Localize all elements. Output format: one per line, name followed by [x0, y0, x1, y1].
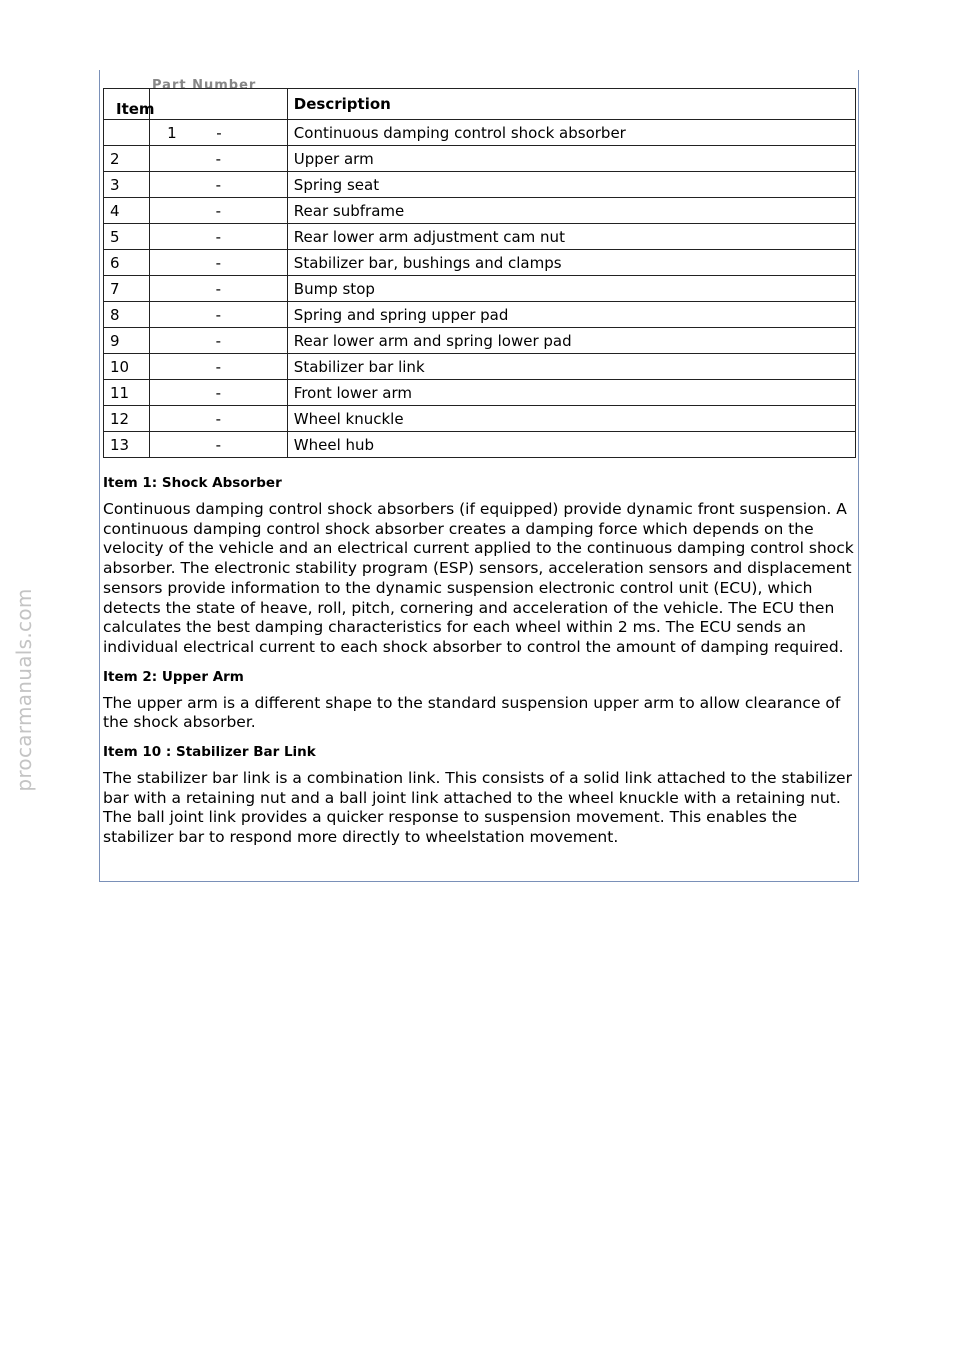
part-number: - [149, 380, 287, 406]
header-part-number [149, 89, 287, 120]
description: Spring and spring upper pad [287, 302, 855, 328]
description: Wheel hub [287, 432, 855, 458]
part-number: - [149, 224, 287, 250]
part-number: - [149, 432, 287, 458]
content [103, 474, 855, 856]
watermark [4, 570, 44, 810]
item-number: 11 [104, 380, 150, 406]
section-body: The stabilizer bar link is a combination link. This consists of a solid link attached to the stabilizer bar with a retaining nut and a ball joint link attached to the wheel knuckle with a retaining nut. The ball joint link provides a quicker response to suspension movement. This enables the stabilizer bar to respond more directly to wheelstation movement. [103, 769, 852, 847]
part-number: - [149, 302, 287, 328]
part-number: - [149, 276, 287, 302]
item-number: 8 [104, 302, 150, 328]
table-row [104, 198, 856, 224]
item-number: 1 [167, 123, 177, 142]
table-row [104, 380, 856, 406]
table-row [104, 432, 856, 458]
item-number: 3 [104, 172, 150, 198]
item-number: 13 [104, 432, 150, 458]
description: Spring seat [287, 172, 855, 198]
description: Continuous damping control shock absorber [287, 120, 855, 146]
item-number: 7 [104, 276, 150, 302]
description: Front lower arm [287, 380, 855, 406]
item-number: 6 [104, 250, 150, 276]
table-row [104, 276, 856, 302]
part-number-header: Part Number [152, 78, 257, 93]
part-number: - [149, 328, 287, 354]
table-row [104, 302, 856, 328]
description: Stabilizer bar, bushings and clamps [287, 250, 855, 276]
item-number: 12 [104, 406, 150, 432]
part-number: - [149, 250, 287, 276]
description: Wheel knuckle [287, 406, 855, 432]
section-body: Continuous damping control shock absorbers (if equipped) provide dynamic front suspension. A continuous damping control shock absorber creates a damping force which depends on the velocity of the vehicle and an electrical current applied to the continuous damping control shock absorber. The electronic stability program (ESP) sensors, acceleration sensors and displacement sensors provide information to the dynamic suspension electronic control unit (ECU), which detects the state of heave, roll, pitch, cornering and acceleration of the vehicle. The ECU then calculates the best damping characteristics for each wheel within 2 ms. The ECU sends an individual electrical current to each shock absorber to control the amount of damping required. [103, 500, 854, 656]
table-header-row [104, 89, 856, 120]
item-number: 2 [104, 146, 150, 172]
description: Stabilizer bar link [287, 354, 855, 380]
parts-table [103, 88, 856, 458]
description: Rear lower arm and spring lower pad [287, 328, 855, 354]
table-row [104, 354, 856, 380]
part-number: - [149, 354, 287, 380]
table-row [104, 120, 856, 146]
part-number: - [149, 172, 287, 198]
header-item: Item [104, 89, 150, 120]
section-heading: Item 2: Upper Arm [103, 668, 244, 685]
table-row [104, 328, 856, 354]
table-row [104, 146, 856, 172]
description: Rear lower arm adjustment cam nut [287, 224, 855, 250]
table-row [104, 224, 856, 250]
table-row [104, 172, 856, 198]
part-number: - [216, 123, 222, 142]
item-number: 4 [104, 198, 150, 224]
item-number: 10 [104, 354, 150, 380]
table-row [104, 406, 856, 432]
header-description: Description [287, 89, 855, 120]
section-body: The upper arm is a different shape to the standard suspension upper arm to allow clearance of the shock absorber. [103, 693, 841, 732]
part-number: - [149, 198, 287, 224]
part-number: - [149, 146, 287, 172]
watermark-text: procarmanuals.com [12, 588, 36, 792]
item-part-cell [149, 120, 287, 146]
table-row [104, 250, 856, 276]
description: Upper arm [287, 146, 855, 172]
item-number: 5 [104, 224, 150, 250]
description: Bump stop [287, 276, 855, 302]
table-body [104, 120, 856, 458]
section-heading: Item 1: Shock Absorber [103, 475, 282, 491]
item-number [104, 120, 150, 146]
item-number: 9 [104, 328, 150, 354]
section-heading: Item 10 : Stabilizer Bar Link [103, 744, 316, 761]
part-number: - [149, 406, 287, 432]
description: Rear subframe [287, 198, 855, 224]
